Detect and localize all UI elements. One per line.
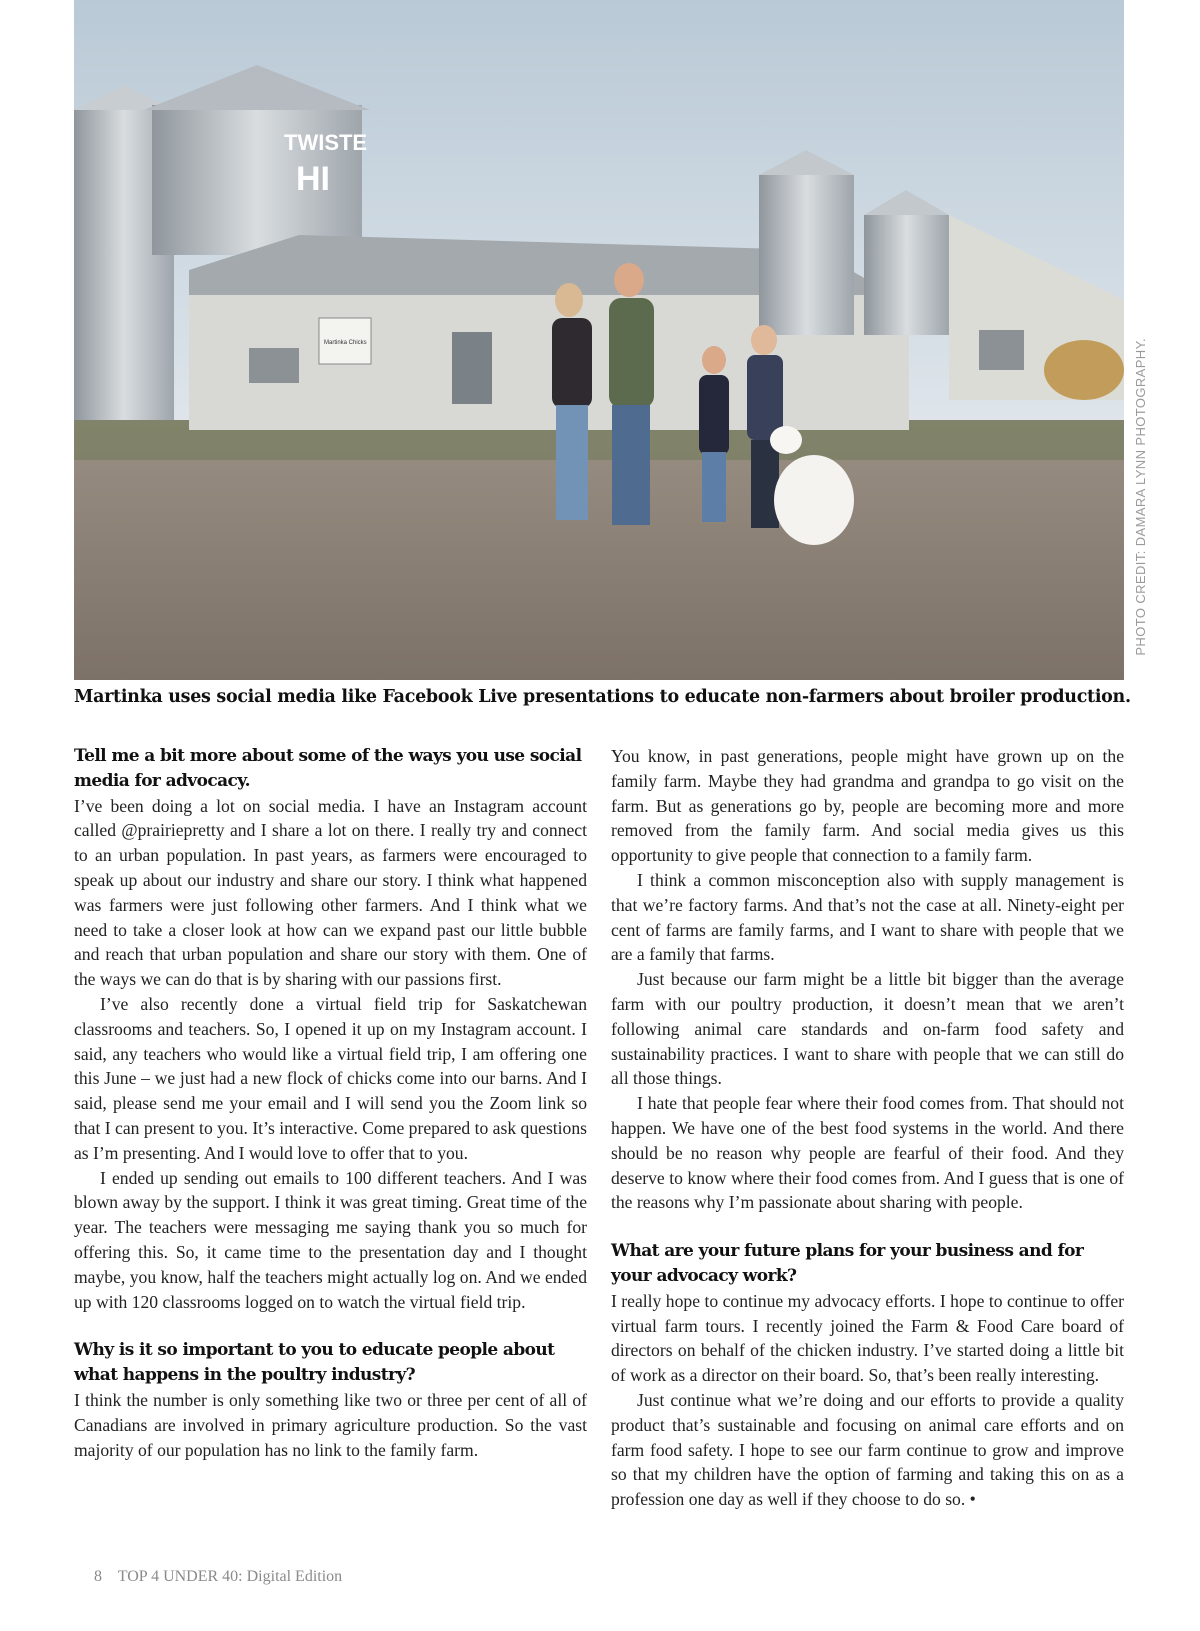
- section-spacer: [74, 1314, 587, 1338]
- answer-paragraph: I’ve also recently done a virtual field trip for Saskatchewan classrooms and teachers. So, I opened it up on my Instagram account. I said, any teachers who would like a virtual field trip, I am offering one this June – we just had a new flock of chicks come into our barns. And I said, please send me your email and I will send you the Zoom link so that I can present to you. It’s interactive. Come prepared to ask questions as I’m presenting. And I would love to offer that to you.: [74, 993, 588, 1163]
- answer-paragraph: I really hope to continue my advocacy efforts. I hope to continue to offer virtual farm tours. I recently joined the Farm & Food Care board of directors on behalf of the chicken industry. I’ve started doing a little bit of work as a director on their board. So, that’s been really interesting.: [611, 1290, 1124, 1386]
- photo-credit: PHOTO CREDIT: DAMARA LYNN PHOTOGRAPHY.: [1133, 338, 1148, 656]
- page-footer: [94, 1568, 342, 1586]
- question-heading: Tell me a bit more about some of the ways you use social media for advocacy.: [74, 746, 582, 791]
- question-heading: What are your future plans for your business and for your advocacy work?: [611, 1241, 1084, 1286]
- section-spacer: [611, 1215, 1124, 1239]
- answer-paragraph: I’ve been doing a lot on social media. I have an Instagram account called @prairiepretty and I share a lot on there. I really try and connect to an urban population. In past years, as farmers were encouraged to speak up about our industry and share our story. I think what happened was farmers were just following other farmers. And I think what we need to take a closer look at how can we expand past our little bubble and reach that urban population and share our story with them. One of the ways we can do that is by sharing with our passions first.: [74, 795, 587, 990]
- farm-sign: Martinka Chicks: [324, 340, 367, 346]
- answer-paragraph: I hate that people fear where their food comes from. That should not happen. We have one of the best food systems in the world. And there should be no reason why people are fearful of their food. And they deserve to know where their food comes from. And I guess that is one of the reasons why I’m passionate about sharing with people.: [611, 1093, 1124, 1213]
- farm-family-photo: [74, 0, 1124, 680]
- photo-illustration: [74, 0, 1124, 680]
- photo-caption: Martinka uses social media like Facebook Live presentations to educate non-farmers about broiler production.: [74, 687, 1131, 707]
- answer-paragraph: I think the number is only something like two or three per cent of all of Canadians are involved in primary agriculture production. So the vast majority of our population has no link to the family farm.: [74, 1389, 587, 1460]
- silo-lettering-2: HI: [296, 160, 330, 198]
- answer-paragraph: I think a common misconception also with supply management is that we’re factory farms. And that’s not the case at all. Ninety-eight per cent of farms are family farms, and I want to share with people that we are a family that farms.: [611, 869, 1124, 965]
- silo-lettering: TWISTE: [284, 130, 368, 155]
- question-heading: Why is it so important to you to educate people about what happens in the poultry industry?: [74, 1340, 555, 1386]
- answer-paragraph: Just continue what we’re doing and our efforts to provide a quality product that’s sustainable and focusing on animal care efforts and on farm food safety. I hope to see our farm continue to grow and improve so that my children have the option of farming and taking this on as a profession one day as well if they choose to do so. •: [611, 1389, 1124, 1510]
- answer-paragraph: Just because our farm might be a little bit bigger than the average farm with our poultry production, it doesn’t mean that we aren’t following animal care standards and on-farm food safety and sustainability practices. I want to share with people that we can still do all those things.: [611, 969, 1124, 1089]
- publication-title: TOP 4 UNDER 40: Digital Edition: [117, 1568, 343, 1585]
- answer-paragraph: You know, in past generations, people might have grown up on the family farm. Maybe they had grandma and grandpa to go visit on the farm. But as generations go by, people are becoming more and more removed from the family farm. And social media gives us this opportunity to give people that connection to a family farm.: [611, 746, 1124, 866]
- article-column-left: [74, 744, 587, 1462]
- answer-paragraph: I ended up sending out emails to 100 different teachers. And I was blown away by the support. I think it was great timing. Great time of the year. The teachers were messaging me saying thank you so much for offering this. So, it came time to the presentation day and I thought maybe, you know, half the teachers might actually log on. And we ended up with 120 classrooms logged on to watch the virtual field trip.: [74, 1167, 587, 1312]
- page-number: 8: [94, 1568, 102, 1585]
- article-column-right: [611, 744, 1124, 1512]
